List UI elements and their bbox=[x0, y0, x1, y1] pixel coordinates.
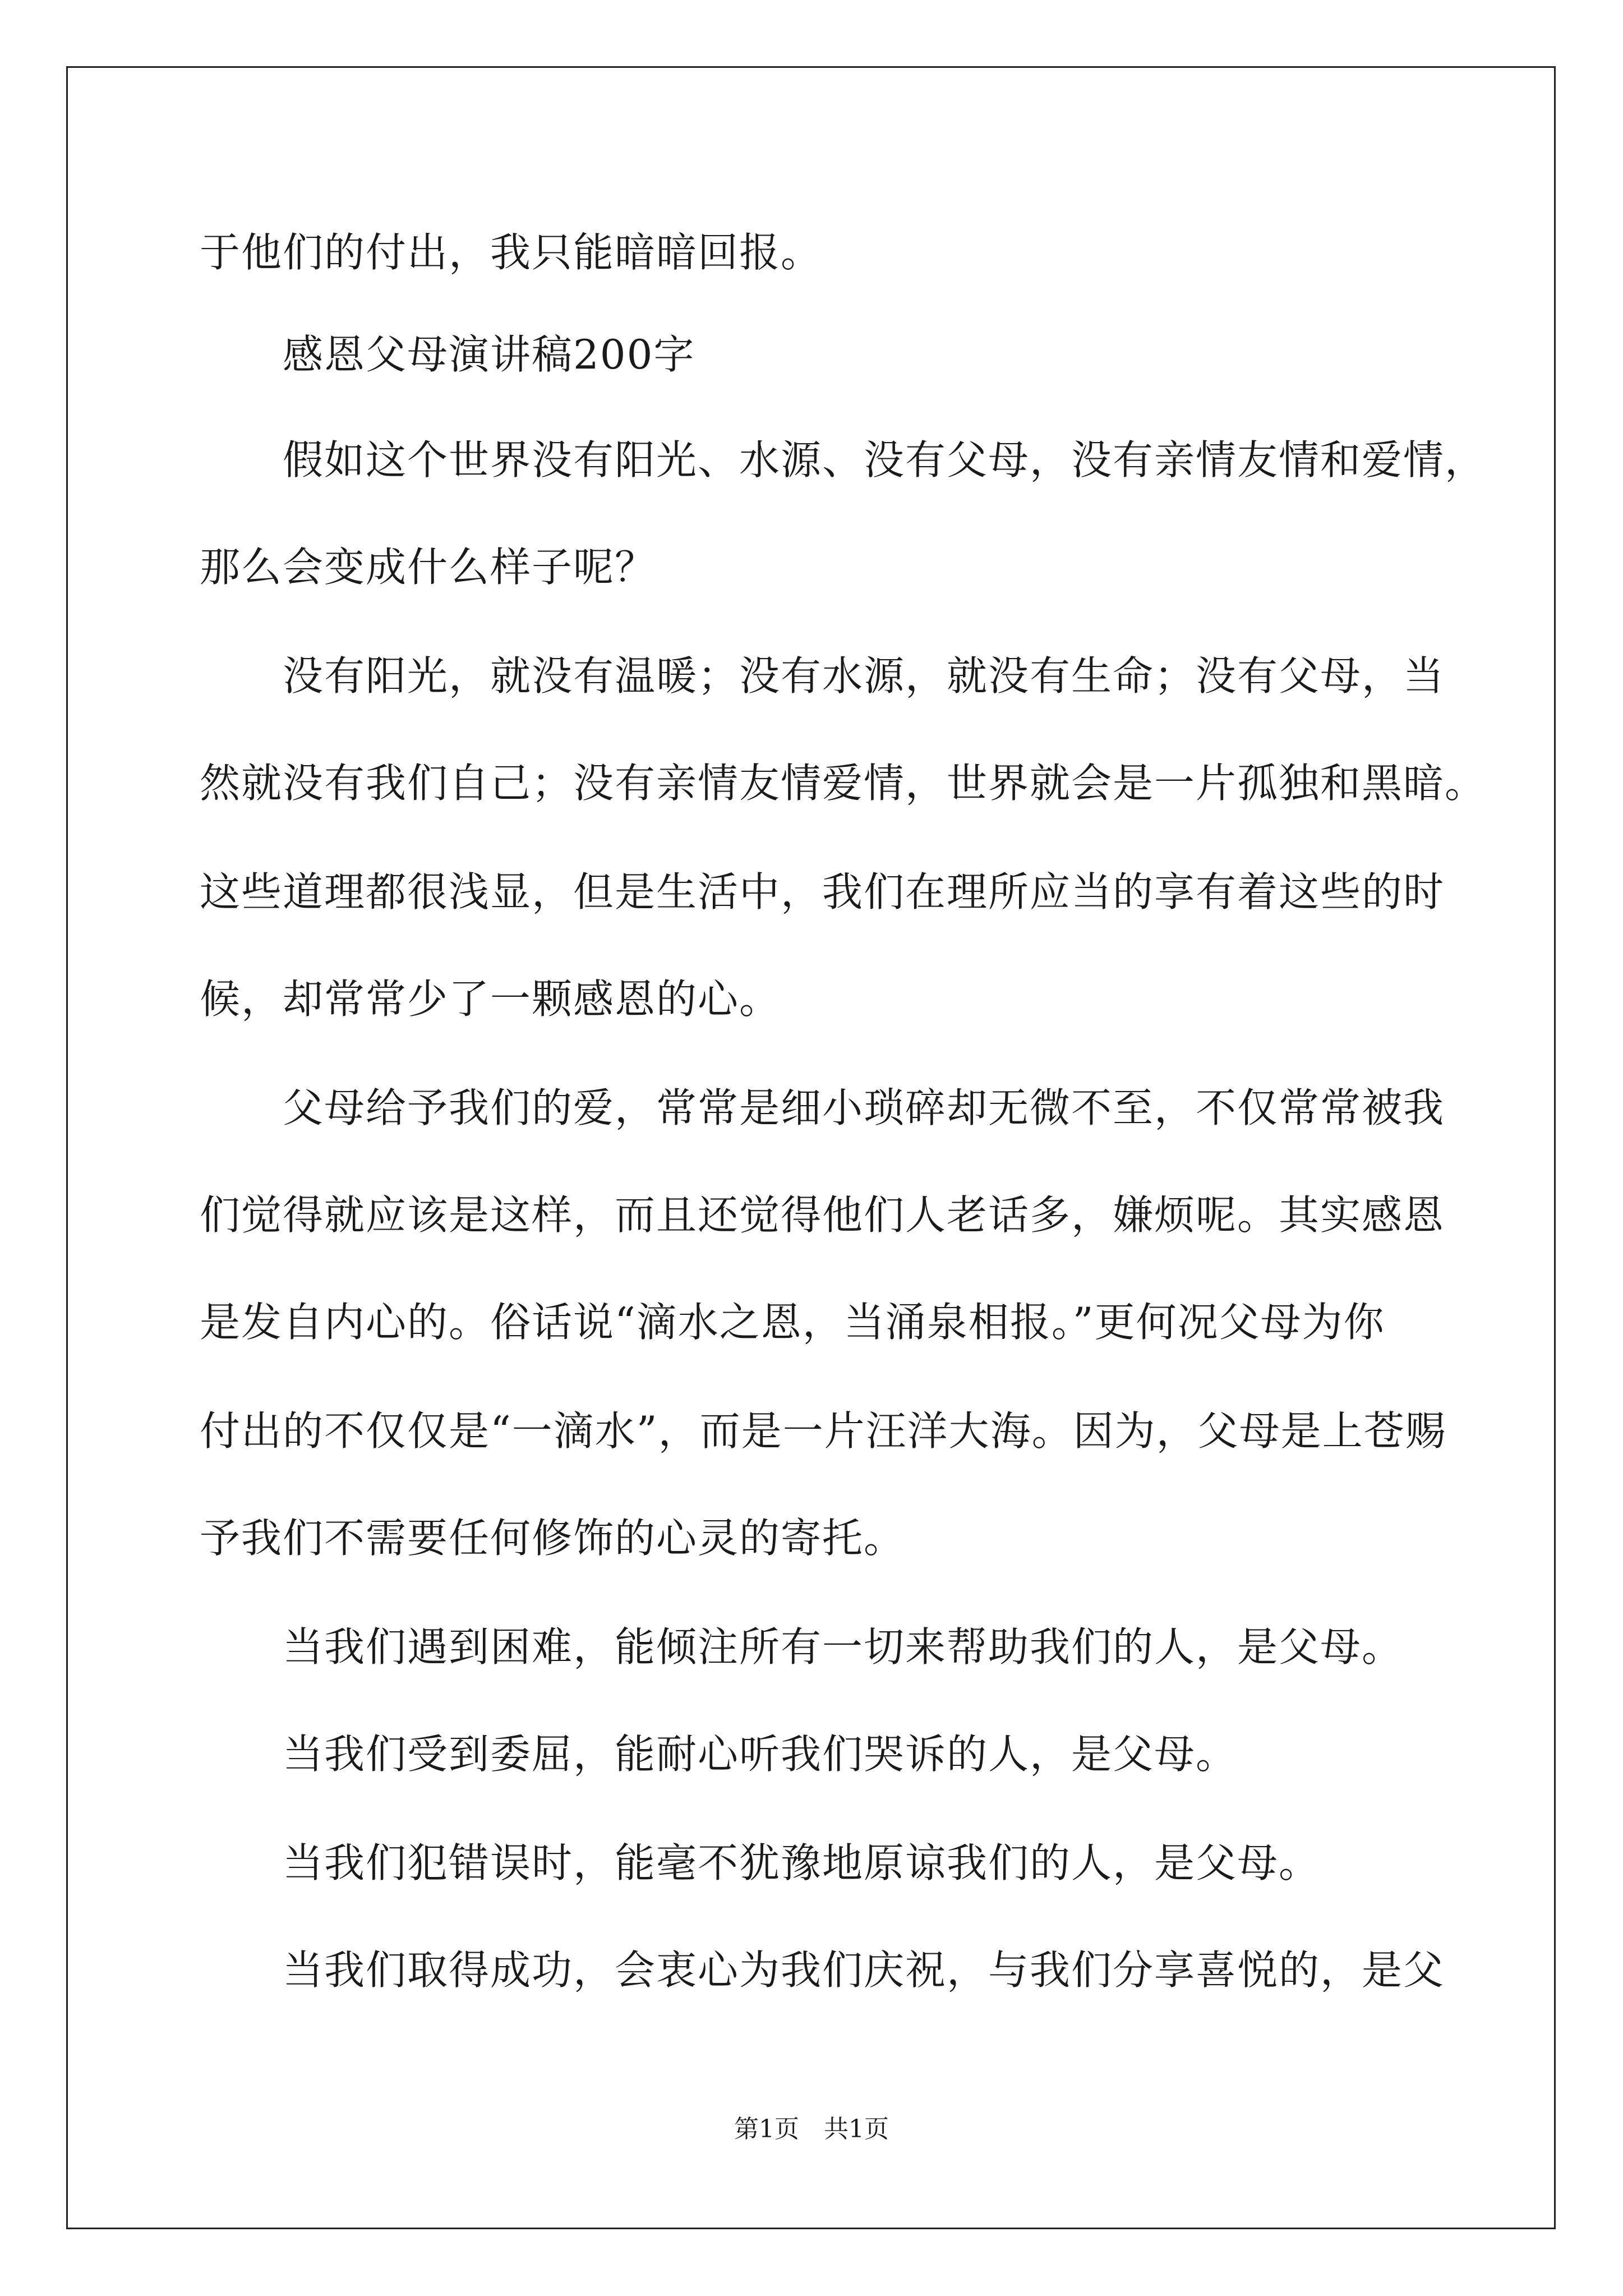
text-line: 当我们受到委屈，能耐心听我们哭诉的人，是父母。 bbox=[283, 1731, 1238, 1778]
page-footer bbox=[0, 2114, 1623, 2145]
page-number-total: 共1页 bbox=[824, 2115, 889, 2143]
page-border bbox=[66, 66, 1556, 2229]
text-line: 假如这个世界没有阳光、水源、没有父母，没有亲情友情和爱情， bbox=[283, 436, 1487, 484]
text-line: 然就没有我们自己；没有亲情友情爱情，世界就会是一片孤独和黑暗。 bbox=[200, 760, 1487, 807]
text-line: 是发自内心的。俗话说“滴水之恩，当涌泉相报。”更何况父母为你 bbox=[200, 1299, 1385, 1346]
text-line: 付出的不仅仅是“一滴水”，而是一片汪洋大海。因为，父母是上苍赐 bbox=[200, 1407, 1447, 1455]
text-line: 候，却常常少了一颗感恩的心。 bbox=[200, 976, 781, 1023]
text-line: 那么会变成什么样子呢？ bbox=[200, 544, 657, 591]
text-line: 们觉得就应该是这样，而且还觉得他们人老话多，嫌烦呢。其实感恩 bbox=[200, 1191, 1445, 1239]
text-line: 当我们取得成功，会衷心为我们庆祝，与我们分享喜悦的，是父 bbox=[283, 1947, 1445, 1994]
text-line: 没有阳光，就没有温暖；没有水源，就没有生命；没有父母，当 bbox=[283, 652, 1445, 700]
text-line: 父母给予我们的爱，常常是细小琐碎却无微不至，不仅常常被我 bbox=[283, 1084, 1445, 1131]
text-line: 这些道理都很浅显，但是生活中，我们在理所应当的享有着这些的时 bbox=[200, 868, 1445, 915]
page-number-current: 第1页 bbox=[734, 2115, 799, 2143]
text-line: 于他们的付出，我只能暗暗回报。 bbox=[200, 229, 823, 276]
section-heading: 感恩父母演讲稿200字 bbox=[283, 331, 695, 378]
text-line: 当我们犯错误时，能毫不犹豫地原谅我们的人，是父母。 bbox=[283, 1839, 1321, 1887]
text-line: 予我们不需要任何修饰的心灵的寄托。 bbox=[200, 1515, 906, 1562]
text-line: 当我们遇到困难，能倾注所有一切来帮助我们的人，是父母。 bbox=[283, 1623, 1404, 1671]
